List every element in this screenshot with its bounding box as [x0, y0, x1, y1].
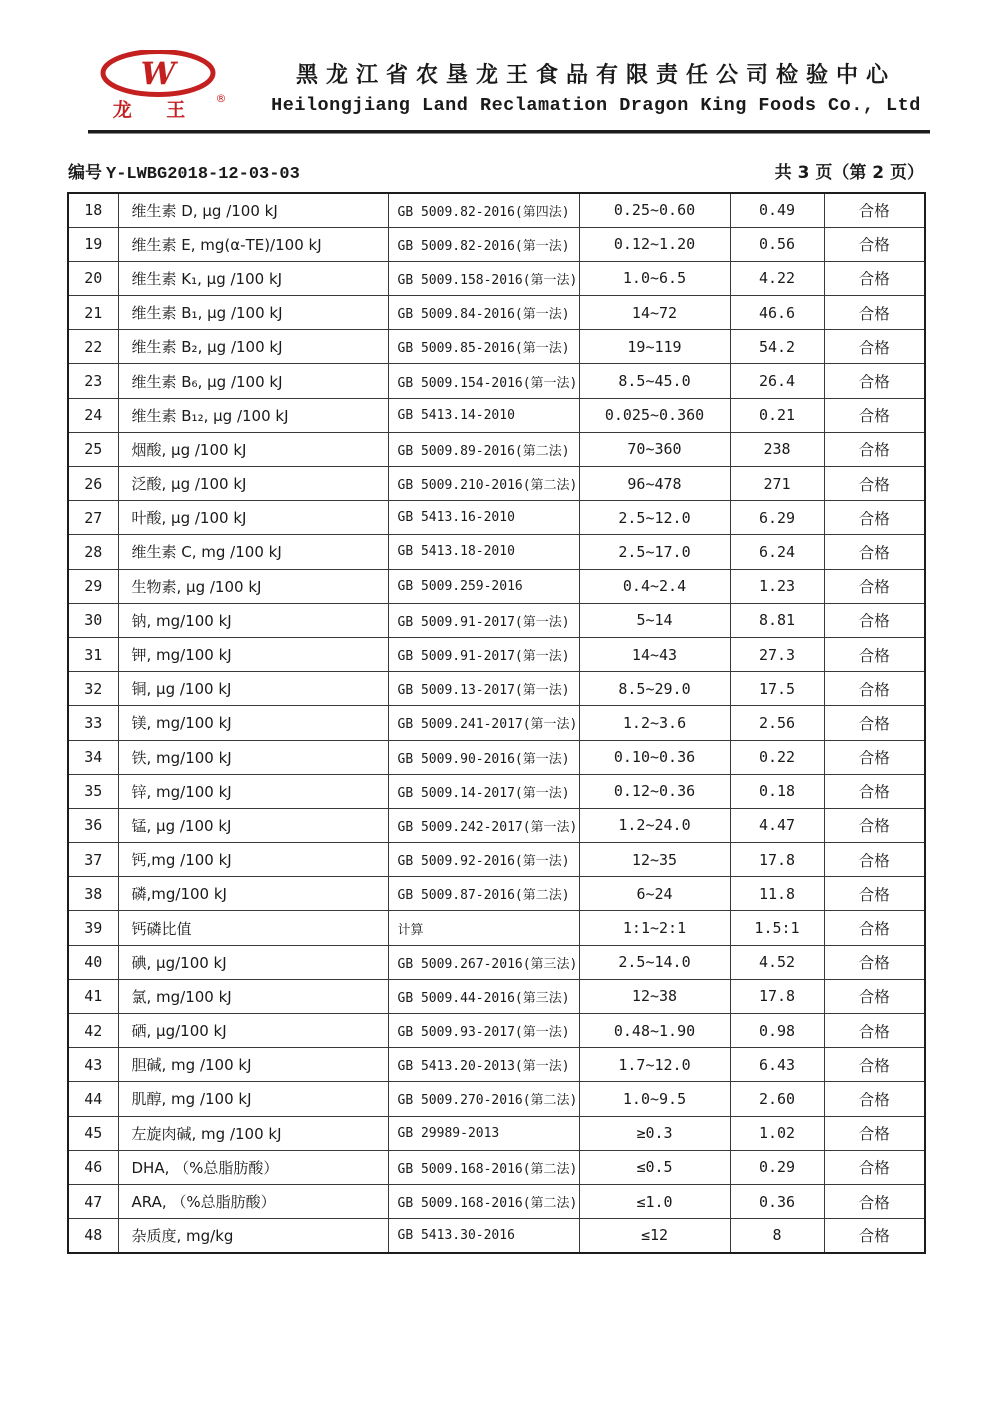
dragon-king-logo-icon	[98, 50, 238, 122]
verdict: 合格	[824, 1219, 925, 1253]
standard-range: 1.0~6.5	[579, 261, 730, 295]
test-result: 4.22	[730, 261, 824, 295]
verdict: 合格	[824, 1048, 925, 1082]
item-name: 维生素 B₆, μg /100 kJ	[118, 364, 388, 398]
item-name: 碘, μg/100 kJ	[118, 945, 388, 979]
verdict: 合格	[824, 774, 925, 808]
standard-range: 1.2~24.0	[579, 808, 730, 842]
item-name: 锌, mg/100 kJ	[118, 774, 388, 808]
verdict: 合格	[824, 569, 925, 603]
verdict: 合格	[824, 261, 925, 295]
item-name: 维生素 K₁, μg /100 kJ	[118, 261, 388, 295]
verdict: 合格	[824, 1184, 925, 1218]
standard-range: ≤0.5	[579, 1150, 730, 1184]
row-number: 48	[68, 1219, 118, 1253]
row-number: 23	[68, 364, 118, 398]
company-logo	[98, 50, 238, 122]
header-divider	[88, 130, 930, 134]
row-number: 43	[68, 1048, 118, 1082]
row-number: 39	[68, 911, 118, 945]
item-name: 维生素 B₂, μg /100 kJ	[118, 330, 388, 364]
standard-range: 12~38	[579, 979, 730, 1013]
page-info: 共 3 页（第 2 页）	[774, 163, 924, 183]
test-result: 0.49	[730, 193, 824, 227]
test-result: 1.02	[730, 1116, 824, 1150]
test-method: GB 5009.210-2016(第二法)	[388, 467, 579, 501]
table-row	[68, 1048, 925, 1082]
item-name: 烟酸, μg /100 kJ	[118, 432, 388, 466]
item-name: 泛酸, μg /100 kJ	[118, 467, 388, 501]
table-row	[68, 227, 925, 261]
registered-mark: ®	[215, 92, 227, 105]
test-result: 0.29	[730, 1150, 824, 1184]
test-result: 0.98	[730, 1014, 824, 1048]
test-method: GB 5413.16-2010	[388, 501, 579, 535]
table-row	[68, 296, 925, 330]
row-number: 36	[68, 808, 118, 842]
verdict: 合格	[824, 979, 925, 1013]
test-method: GB 5413.14-2010	[388, 398, 579, 432]
meta-row	[68, 158, 924, 184]
table-row	[68, 1150, 925, 1184]
logo-company-name-cn: 龙 王	[112, 99, 200, 121]
verdict: 合格	[824, 1082, 925, 1116]
test-method: GB 5413.30-2016	[388, 1219, 579, 1253]
test-result: 0.22	[730, 740, 824, 774]
item-name: 生物素, μg /100 kJ	[118, 569, 388, 603]
row-number: 46	[68, 1150, 118, 1184]
test-result: 17.8	[730, 979, 824, 1013]
table-row	[68, 1219, 925, 1253]
verdict: 合格	[824, 296, 925, 330]
verdict: 合格	[824, 330, 925, 364]
row-number: 45	[68, 1116, 118, 1150]
item-name: 硒, μg/100 kJ	[118, 1014, 388, 1048]
table-row	[68, 740, 925, 774]
standard-range: 1.2~3.6	[579, 706, 730, 740]
inspection-results-table	[67, 192, 926, 1254]
company-title-cn: 黑龙江省农垦龙王食品有限责任公司检验中心	[295, 63, 896, 88]
test-method: GB 5009.90-2016(第一法)	[388, 740, 579, 774]
verdict: 合格	[824, 945, 925, 979]
verdict: 合格	[824, 808, 925, 842]
test-method: GB 5009.168-2016(第二法)	[388, 1150, 579, 1184]
standard-range: 2.5~12.0	[579, 501, 730, 535]
verdict: 合格	[824, 1150, 925, 1184]
verdict: 合格	[824, 193, 925, 227]
row-number: 34	[68, 740, 118, 774]
test-method: GB 5009.93-2017(第一法)	[388, 1014, 579, 1048]
verdict: 合格	[824, 432, 925, 466]
table-row	[68, 193, 925, 227]
test-result: 26.4	[730, 364, 824, 398]
test-method: GB 5009.91-2017(第一法)	[388, 637, 579, 671]
test-method: GB 29989-2013	[388, 1116, 579, 1150]
test-result: 4.47	[730, 808, 824, 842]
test-result: 0.56	[730, 227, 824, 261]
verdict: 合格	[824, 740, 925, 774]
item-name: 钙磷比值	[118, 911, 388, 945]
table-row	[68, 467, 925, 501]
table-row	[68, 535, 925, 569]
document-number	[68, 158, 300, 184]
test-result: 17.5	[730, 672, 824, 706]
test-result: 6.29	[730, 501, 824, 535]
test-result: 238	[730, 432, 824, 466]
logo-mark: W	[140, 56, 176, 92]
table-row	[68, 603, 925, 637]
table-row	[68, 945, 925, 979]
row-number: 30	[68, 603, 118, 637]
row-number: 41	[68, 979, 118, 1013]
test-result: 4.52	[730, 945, 824, 979]
row-number: 29	[68, 569, 118, 603]
row-number: 33	[68, 706, 118, 740]
standard-range: 0.025~0.360	[579, 398, 730, 432]
item-name: 钙,mg /100 kJ	[118, 843, 388, 877]
table-row	[68, 569, 925, 603]
verdict: 合格	[824, 877, 925, 911]
verdict: 合格	[824, 467, 925, 501]
table-row	[68, 911, 925, 945]
row-number: 35	[68, 774, 118, 808]
test-method: GB 5009.270-2016(第二法)	[388, 1082, 579, 1116]
table-row	[68, 774, 925, 808]
test-method: GB 5009.44-2016(第三法)	[388, 979, 579, 1013]
row-number: 37	[68, 843, 118, 877]
row-number: 31	[68, 637, 118, 671]
test-result: 271	[730, 467, 824, 501]
table-row	[68, 1116, 925, 1150]
verdict: 合格	[824, 843, 925, 877]
test-result: 0.21	[730, 398, 824, 432]
row-number: 42	[68, 1014, 118, 1048]
item-name: 胆碱, mg /100 kJ	[118, 1048, 388, 1082]
standard-range: 70~360	[579, 432, 730, 466]
standard-range: 8.5~45.0	[579, 364, 730, 398]
test-method: GB 5009.91-2017(第一法)	[388, 603, 579, 637]
verdict: 合格	[824, 1116, 925, 1150]
row-number: 20	[68, 261, 118, 295]
test-method: GB 5009.259-2016	[388, 569, 579, 603]
table-row	[68, 877, 925, 911]
item-name: 维生素 C, mg /100 kJ	[118, 535, 388, 569]
item-name: 肌醇, mg /100 kJ	[118, 1082, 388, 1116]
test-result: 8	[730, 1219, 824, 1253]
item-name: 钠, mg/100 kJ	[118, 603, 388, 637]
standard-range: 12~35	[579, 843, 730, 877]
row-number: 24	[68, 398, 118, 432]
test-method: GB 5009.154-2016(第一法)	[388, 364, 579, 398]
test-method: GB 5009.168-2016(第二法)	[388, 1184, 579, 1218]
item-name: 铜, μg /100 kJ	[118, 672, 388, 706]
document-number-label: 编号	[68, 163, 102, 183]
row-number: 27	[68, 501, 118, 535]
row-number: 25	[68, 432, 118, 466]
standard-range: ≤12	[579, 1219, 730, 1253]
test-method: GB 5009.92-2016(第一法)	[388, 843, 579, 877]
standard-range: 14~72	[579, 296, 730, 330]
standard-range: 1.7~12.0	[579, 1048, 730, 1082]
table-row	[68, 432, 925, 466]
row-number: 21	[68, 296, 118, 330]
standard-range: 0.25~0.60	[579, 193, 730, 227]
test-result: 2.56	[730, 706, 824, 740]
item-name: 维生素 D, μg /100 kJ	[118, 193, 388, 227]
table-row	[68, 398, 925, 432]
item-name: 维生素 B₁₂, μg /100 kJ	[118, 398, 388, 432]
verdict: 合格	[824, 672, 925, 706]
verdict: 合格	[824, 603, 925, 637]
test-result: 6.43	[730, 1048, 824, 1082]
item-name: 钾, mg/100 kJ	[118, 637, 388, 671]
item-name: 锰, μg /100 kJ	[118, 808, 388, 842]
test-result: 0.36	[730, 1184, 824, 1218]
item-name: 维生素 E, mg(α-TE)/100 kJ	[118, 227, 388, 261]
verdict: 合格	[824, 535, 925, 569]
test-method: GB 5413.20-2013(第一法)	[388, 1048, 579, 1082]
table-row	[68, 364, 925, 398]
table-row	[68, 843, 925, 877]
verdict: 合格	[824, 227, 925, 261]
item-name: 磷,mg/100 kJ	[118, 877, 388, 911]
row-number: 40	[68, 945, 118, 979]
standard-range: 0.12~0.36	[579, 774, 730, 808]
item-name: ARA, （%总脂肪酸）	[118, 1184, 388, 1218]
item-name: 杂质度, mg/kg	[118, 1219, 388, 1253]
table-row	[68, 637, 925, 671]
standard-range: 0.4~2.4	[579, 569, 730, 603]
standard-range: 1.0~9.5	[579, 1082, 730, 1116]
verdict: 合格	[824, 637, 925, 671]
test-method: 计算	[388, 911, 579, 945]
verdict: 合格	[824, 706, 925, 740]
test-method: GB 5009.84-2016(第一法)	[388, 296, 579, 330]
test-result: 6.24	[730, 535, 824, 569]
test-result: 1.23	[730, 569, 824, 603]
test-result: 2.60	[730, 1082, 824, 1116]
table-row	[68, 1082, 925, 1116]
test-method: GB 5009.89-2016(第二法)	[388, 432, 579, 466]
row-number: 22	[68, 330, 118, 364]
test-method: GB 5009.267-2016(第三法)	[388, 945, 579, 979]
test-result: 46.6	[730, 296, 824, 330]
verdict: 合格	[824, 364, 925, 398]
table-row	[68, 706, 925, 740]
standard-range: 1:1~2:1	[579, 911, 730, 945]
standard-range: 19~119	[579, 330, 730, 364]
table-row	[68, 808, 925, 842]
table-row	[68, 261, 925, 295]
row-number: 26	[68, 467, 118, 501]
row-number: 47	[68, 1184, 118, 1218]
test-method: GB 5009.158-2016(第一法)	[388, 261, 579, 295]
test-method: GB 5009.241-2017(第一法)	[388, 706, 579, 740]
standard-range: 0.48~1.90	[579, 1014, 730, 1048]
row-number: 44	[68, 1082, 118, 1116]
test-method: GB 5009.14-2017(第一法)	[388, 774, 579, 808]
table-row	[68, 672, 925, 706]
test-result: 1.5:1	[730, 911, 824, 945]
test-result: 11.8	[730, 877, 824, 911]
test-method: GB 5413.18-2010	[388, 535, 579, 569]
test-result: 27.3	[730, 637, 824, 671]
row-number: 19	[68, 227, 118, 261]
test-method: GB 5009.13-2017(第一法)	[388, 672, 579, 706]
report-header	[0, 0, 992, 122]
standard-range: ≤1.0	[579, 1184, 730, 1218]
standard-range: 0.12~1.20	[579, 227, 730, 261]
table-row	[68, 1184, 925, 1218]
test-result: 54.2	[730, 330, 824, 364]
verdict: 合格	[824, 501, 925, 535]
standard-range: 14~43	[579, 637, 730, 671]
test-result: 0.18	[730, 774, 824, 808]
item-name: 左旋肉碱, mg /100 kJ	[118, 1116, 388, 1150]
document-number-value: Y-LWBG2018-12-03-03	[106, 165, 300, 184]
table-row	[68, 1014, 925, 1048]
verdict: 合格	[824, 398, 925, 432]
row-number: 18	[68, 193, 118, 227]
item-name: DHA, （%总脂肪酸）	[118, 1150, 388, 1184]
test-method: GB 5009.85-2016(第一法)	[388, 330, 579, 364]
title-block	[260, 50, 932, 116]
table-row	[68, 979, 925, 1013]
verdict: 合格	[824, 911, 925, 945]
standard-range: 5~14	[579, 603, 730, 637]
item-name: 氯, mg/100 kJ	[118, 979, 388, 1013]
item-name: 镁, mg/100 kJ	[118, 706, 388, 740]
test-result: 17.8	[730, 843, 824, 877]
test-method: GB 5009.242-2017(第一法)	[388, 808, 579, 842]
standard-range: ≥0.3	[579, 1116, 730, 1150]
row-number: 32	[68, 672, 118, 706]
test-method: GB 5009.87-2016(第二法)	[388, 877, 579, 911]
table-row	[68, 330, 925, 364]
test-method: GB 5009.82-2016(第四法)	[388, 193, 579, 227]
verdict: 合格	[824, 1014, 925, 1048]
inspection-results-body	[68, 193, 925, 1253]
table-row	[68, 501, 925, 535]
row-number: 28	[68, 535, 118, 569]
test-method: GB 5009.82-2016(第一法)	[388, 227, 579, 261]
standard-range: 2.5~17.0	[579, 535, 730, 569]
item-name: 叶酸, μg /100 kJ	[118, 501, 388, 535]
standard-range: 6~24	[579, 877, 730, 911]
standard-range: 8.5~29.0	[579, 672, 730, 706]
company-title-en: Heilongjiang Land Reclamation Dragon King Foods Co., Ltd	[271, 95, 921, 116]
row-number: 38	[68, 877, 118, 911]
standard-range: 96~478	[579, 467, 730, 501]
standard-range: 2.5~14.0	[579, 945, 730, 979]
item-name: 维生素 B₁, μg /100 kJ	[118, 296, 388, 330]
item-name: 铁, mg/100 kJ	[118, 740, 388, 774]
standard-range: 0.10~0.36	[579, 740, 730, 774]
test-result: 8.81	[730, 603, 824, 637]
